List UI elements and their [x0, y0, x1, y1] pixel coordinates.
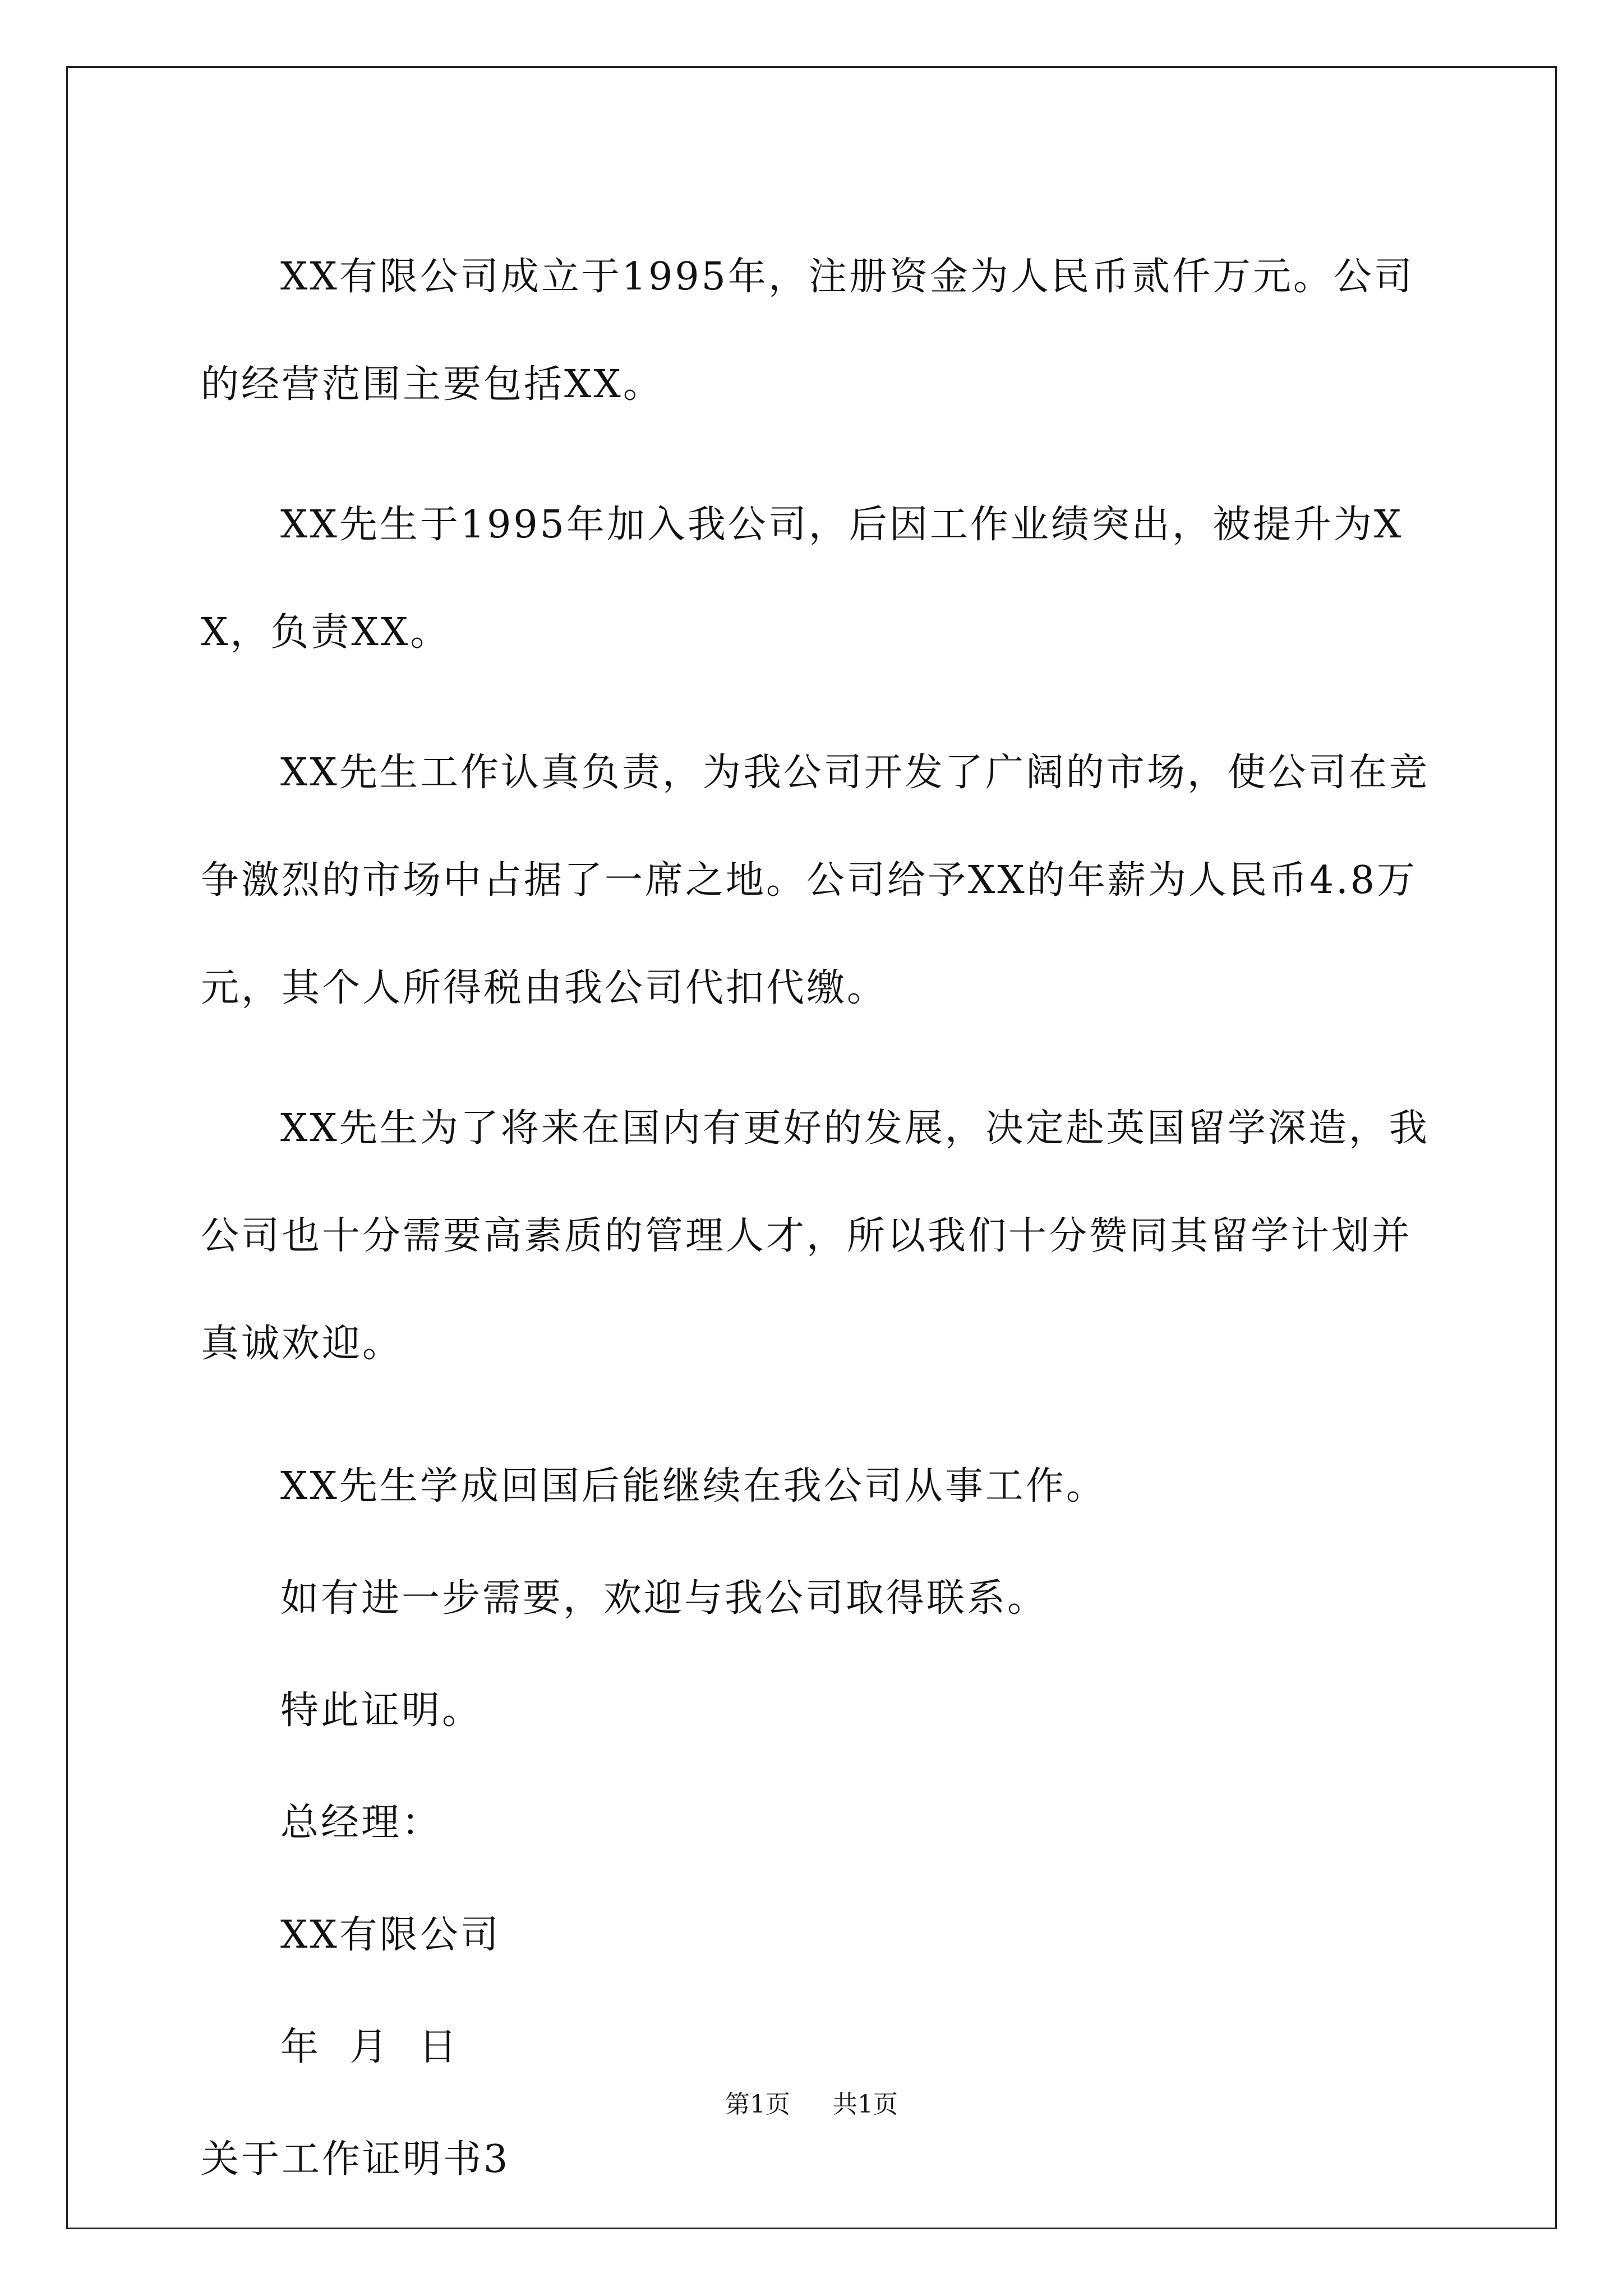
signature-date: 年 月 日 — [280, 2025, 459, 2069]
line-certify: 特此证明。 — [280, 1688, 483, 1733]
line-contact: 如有进一步需要，欢迎与我公司取得联系。 — [280, 1576, 1048, 1621]
document-body — [201, 223, 1435, 2216]
paragraph-employment: XX先生于1995年加入我公司，后因工作业绩突出，被提升为XX，负责XX。 — [201, 503, 1404, 655]
line-return-work: XX先生学成回国后能继续在我公司从事工作。 — [280, 1464, 1106, 1508]
paragraph-performance: XX先生工作认真负责，为我公司开发了广阔的市场，使公司在竞争激烈的市场中占据了一席之地。公司给予XX的年薪为人民币4.8万元，其个人所得税由我公司代扣代缴。 — [201, 751, 1430, 1010]
signature-company: XX有限公司 — [280, 1913, 501, 1957]
signature-general-manager: 总经理： — [280, 1801, 442, 1845]
page-footer — [0, 2088, 1623, 2122]
page-number-current: 第1页 — [725, 2090, 790, 2119]
paragraph-company-info: XX有限公司成立于1995年，注册资金为人民币贰仟万元。公司的经营范围主要包括XX。 — [201, 255, 1414, 407]
paragraph-study-abroad: XX先生为了将来在国内有更好的发展，决定赴英国留学深造，我公司也十分需要高素质的管理人才，所以我们十分赞同其留学计划并真诚欢迎。 — [201, 1106, 1430, 1366]
page-number-total: 共1页 — [833, 2090, 898, 2119]
section-heading: 关于工作证明书3 — [201, 2137, 510, 2182]
